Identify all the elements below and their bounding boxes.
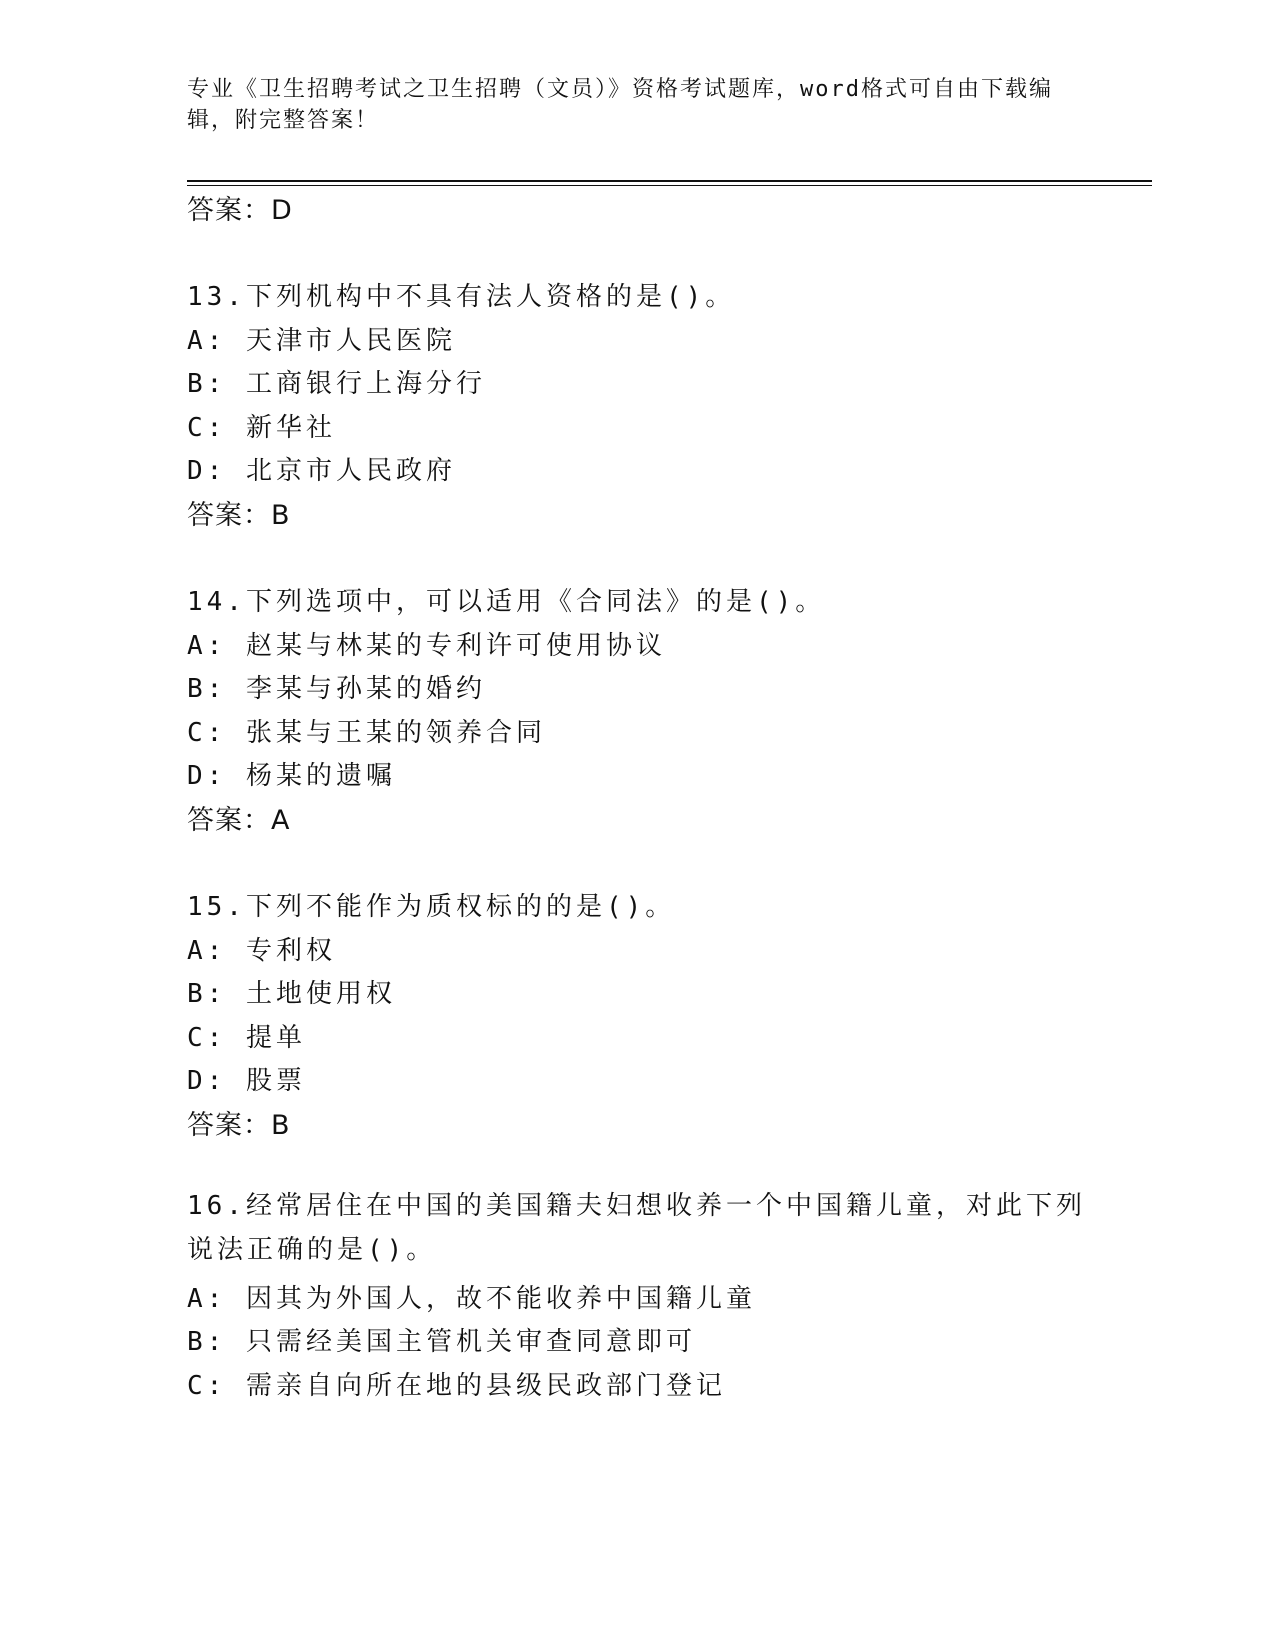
question-15-option-c: C: 提单: [187, 1023, 306, 1053]
question-14-stem: 14.下列选项中，可以适用《合同法》的是()。: [187, 587, 826, 617]
header-divider: [187, 180, 1152, 182]
question-15-stem: 15.下列不能作为质权标的的是()。: [187, 892, 676, 922]
question-14-option-b: B: 李某与孙某的婚约: [187, 674, 486, 704]
question-16-option-c: C: 需亲自向所在地的县级民政部门登记: [187, 1371, 726, 1401]
question-15-option-a: A: 专利权: [187, 936, 336, 966]
question-16-stem: 16.经常居住在中国的美国籍夫妇想收养一个中国籍儿童，对此下列说法正确的是()。: [187, 1191, 1086, 1265]
question-14-option-c: C: 张某与王某的领养合同: [187, 718, 546, 748]
question-16-option-b: B: 只需经美国主管机关审查同意即可: [187, 1327, 696, 1357]
header-divider-thin: [187, 185, 1152, 186]
question-14-option-a: A: 赵某与林某的专利许可使用协议: [187, 631, 666, 661]
answer-14: 答案：A: [187, 805, 291, 836]
question-14-option-d: D: 杨某的遗嘱: [187, 761, 396, 791]
question-16-option-a: A: 因其为外国人，故不能收养中国籍儿童: [187, 1284, 756, 1314]
question-13-option-a: A: 天津市人民医院: [187, 326, 456, 356]
answer-15: 答案：B: [187, 1110, 291, 1141]
answer-12: 答案：D: [187, 195, 293, 226]
document-header: 专业《卫生招聘考试之卫生招聘（文员）》资格考试题库，word格式可自由下载编辑，附完整答案！: [187, 77, 1053, 133]
question-13-option-c: C: 新华社: [187, 413, 336, 443]
answer-13: 答案：B: [187, 500, 291, 531]
question-15-option-b: B: 土地使用权: [187, 979, 396, 1009]
question-13-option-b: B: 工商银行上海分行: [187, 369, 486, 399]
question-13-stem: 13.下列机构中不具有法人资格的是()。: [187, 282, 736, 312]
question-15-option-d: D: 股票: [187, 1066, 306, 1096]
question-13-option-d: D: 北京市人民政府: [187, 456, 456, 486]
